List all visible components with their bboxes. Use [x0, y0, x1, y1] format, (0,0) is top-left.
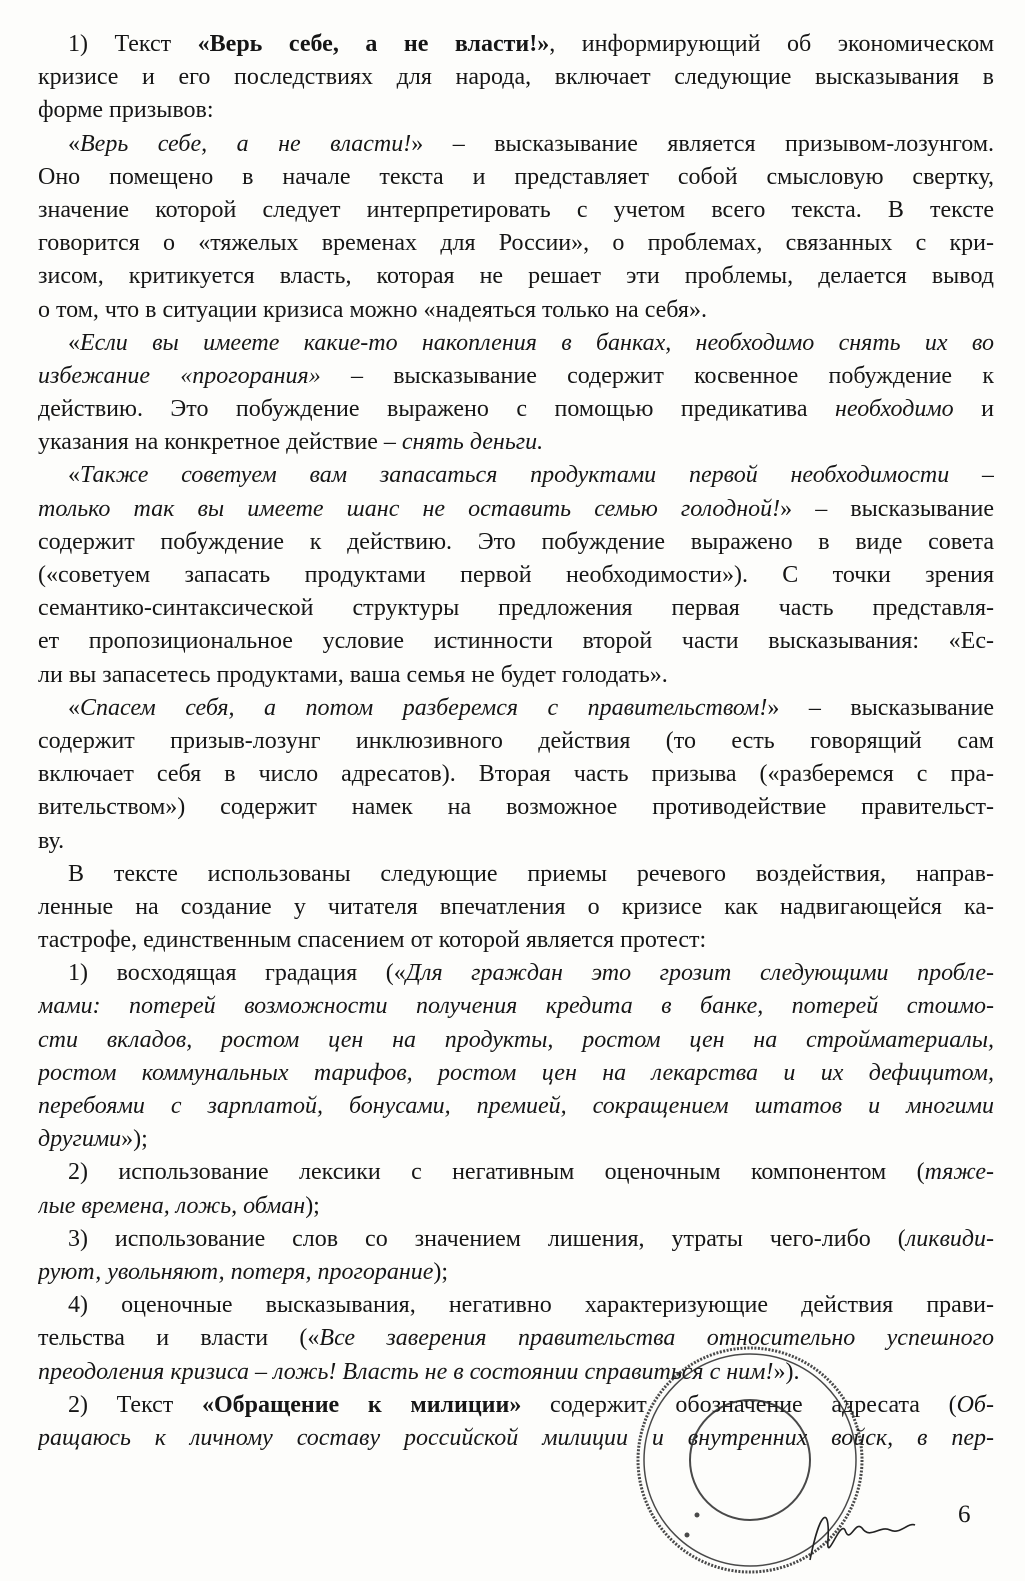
italic-quote: только так вы имеете шанс не оставить семью голодной!	[38, 495, 781, 522]
text-line	[38, 526, 994, 559]
text-line	[38, 1289, 994, 1322]
text-run: зисом, критикуется власть, которая не решает эти проблемы, делается вывод	[38, 263, 994, 290]
bold-title: «Верь себе, а не власти!»	[197, 31, 550, 57]
italic-quote: Верь себе, а не власти!	[80, 130, 412, 157]
text-run: ли вы запасетесь продуктами, ваша семья не будет голодать».	[38, 661, 668, 688]
text-line	[38, 128, 994, 161]
text-run: 2) Текст	[68, 1391, 202, 1418]
text-run: о том, что в ситуации кризиса можно «надеяться только на себя».	[38, 296, 707, 323]
italic-quote: преодоления кризиса – ложь! Власть не в состоянии справиться с ним!	[38, 1358, 774, 1385]
text-line	[38, 194, 994, 227]
text-line	[38, 327, 994, 360]
italic-quote: Все заверения правительства относительно успешного	[319, 1325, 994, 1352]
text-run: («советуем запасать продуктами первой необходимости»). С точки зрения	[38, 562, 994, 588]
text-line	[38, 393, 994, 426]
text-run: 4) оценочные высказывания, негативно характеризующие действия прави-	[68, 1292, 994, 1319]
text-line	[38, 1223, 994, 1256]
text-line	[38, 692, 994, 725]
text-line	[38, 1389, 994, 1422]
text-run: Оно помещено в начале текста и представляет собой смысловую свертку,	[38, 163, 994, 190]
text-run: «	[68, 329, 80, 356]
page-number: 6	[958, 1501, 971, 1528]
text-line	[38, 161, 994, 194]
text-run: »);	[121, 1126, 148, 1153]
text-run: »).	[773, 1358, 800, 1385]
italic-quote: необходимо	[834, 396, 954, 423]
italic-quote: Также советуем вам запасаться продуктами первой необходимости –	[80, 462, 994, 489]
text-run: » – высказывание	[767, 694, 994, 721]
text-line	[38, 825, 994, 858]
text-line	[38, 1024, 994, 1057]
text-line	[38, 1356, 994, 1389]
text-line	[38, 990, 994, 1023]
text-line	[38, 294, 994, 327]
text-line	[38, 1156, 994, 1189]
text-line	[38, 61, 994, 94]
text-line	[38, 493, 994, 526]
text-run: содержит побуждение к действию. Это побуждение выражено в виде совета	[38, 528, 994, 555]
text-run: форме призывов:	[38, 97, 214, 124]
text-line	[38, 28, 994, 61]
text-run: 3) использование слов со значением лишения, утраты чего-либо (	[68, 1225, 906, 1252]
text-line	[38, 559, 994, 592]
text-line	[38, 426, 994, 459]
text-line	[38, 459, 994, 492]
text-run: , информирующий об экономическом	[549, 31, 994, 57]
italic-quote: ростом коммунальных тарифов, ростом цен на лекарства и их дефицитом,	[38, 1059, 994, 1086]
text-line	[38, 891, 994, 924]
text-run: говорится о «тяжелых временах для России», о проблемах, связанных с кри-	[38, 230, 994, 257]
italic-quote: другими	[38, 1126, 122, 1153]
text-line	[38, 758, 994, 791]
italic-quote: руют, увольняют, потеря, прогорание	[38, 1258, 434, 1285]
text-line	[38, 924, 994, 957]
text-line	[38, 1256, 994, 1289]
italic-quote: мами: потерей возможности получения кредита в банке, потерей стоимо-	[38, 993, 994, 1020]
italic-quote: Спасем себя, а потом разберемся с правительством!	[80, 694, 768, 721]
italic-quote: Для граждан это грозит следующими пробле-	[405, 960, 994, 987]
text-run: );	[433, 1258, 449, 1285]
italic-quote: ращаюсь к личному составу российской милиции и внутренних войск, в пер-	[38, 1424, 994, 1451]
text-run: действию. Это побуждение выражено с помощью предикатива	[38, 396, 835, 423]
text-run: );	[305, 1192, 320, 1219]
signature	[800, 1500, 920, 1570]
text-run: 1) восходящая градация («	[68, 960, 406, 987]
text-line	[38, 1322, 994, 1355]
text-line	[38, 227, 994, 260]
italic-quote: ликвиди-	[905, 1225, 994, 1252]
text-run: 1) Текст	[68, 31, 198, 57]
text-run: вительством») содержит намек на возможное противодействие правительст-	[38, 794, 994, 821]
italic-quote: тяже-	[924, 1159, 994, 1186]
bold-title: «Обращение к милиции»	[201, 1391, 522, 1418]
text-run: – высказывание содержит косвенное побуждение к	[320, 362, 994, 389]
italic-quote: лые времена, ложь, обман	[38, 1192, 306, 1219]
text-run: тастрофе, единственным спасением от которой является протест:	[38, 927, 707, 954]
text-run: ет пропозициональное условие истинности второй части высказывания: «Ес-	[38, 628, 994, 655]
italic-quote: избежание «прогорания»	[38, 362, 321, 389]
text-run: содержит обозначение адресата (	[521, 1391, 957, 1418]
text-run: кризисе и его последствиях для народа, включает следующие высказывания в	[38, 64, 994, 91]
italic-quote: Об-	[956, 1391, 994, 1418]
text-line	[38, 1090, 994, 1123]
text-run: » – высказывание является призывом-лозунгом.	[411, 130, 994, 157]
text-run: ву.	[38, 827, 65, 854]
text-line	[38, 1123, 994, 1156]
text-run: ленные на создание у читателя впечатления о кризисе как надвигающейся ка-	[38, 893, 994, 920]
text-run: указания на конкретное действие –	[38, 429, 402, 456]
text-run: семантико-синтаксической структуры предложения первая часть представля-	[38, 595, 994, 622]
text-run: 2) использование лексики с негативным оценочным компонентом (	[68, 1159, 925, 1186]
text-run: тельства и власти («	[38, 1325, 320, 1352]
text-run: «	[68, 694, 80, 721]
text-line	[38, 659, 994, 692]
text-run: и	[953, 396, 994, 423]
text-run: «	[68, 462, 80, 489]
text-line	[38, 625, 994, 658]
text-line	[38, 1057, 994, 1090]
text-line	[38, 858, 994, 891]
text-run: содержит призыв-лозунг инклюзивного действия (то есть говорящий сам	[38, 727, 994, 754]
italic-quote: перебоями с зарплатой, бонусами, премией, сокращением штатов и многими	[38, 1093, 994, 1119]
text-line	[38, 1422, 994, 1455]
text-run: включает себя в число адресатов). Вторая часть призыва («разберемся с пра-	[38, 761, 994, 788]
text-run: «	[68, 130, 80, 157]
text-line	[38, 360, 994, 393]
text-line	[38, 791, 994, 824]
italic-quote: снять деньги.	[401, 429, 544, 456]
text-run: значение которой следует интерпретировать с учетом всего текста. В тексте	[38, 196, 994, 223]
italic-quote: сти вкладов, ростом цен на продукты, ростом цен на стройматериалы,	[38, 1026, 994, 1053]
italic-quote: Если вы имеете какие-то накопления в банках, необходимо снять их во	[80, 329, 994, 356]
text-line	[38, 94, 994, 127]
text-run: » – высказывание	[780, 495, 994, 522]
text-line	[38, 957, 994, 990]
text-line	[38, 260, 994, 293]
text-line	[38, 725, 994, 758]
document-body	[38, 28, 994, 1455]
text-line	[38, 592, 994, 625]
text-run: В тексте использованы следующие приемы речевого воздействия, направ-	[68, 860, 994, 887]
text-line	[38, 1190, 994, 1223]
